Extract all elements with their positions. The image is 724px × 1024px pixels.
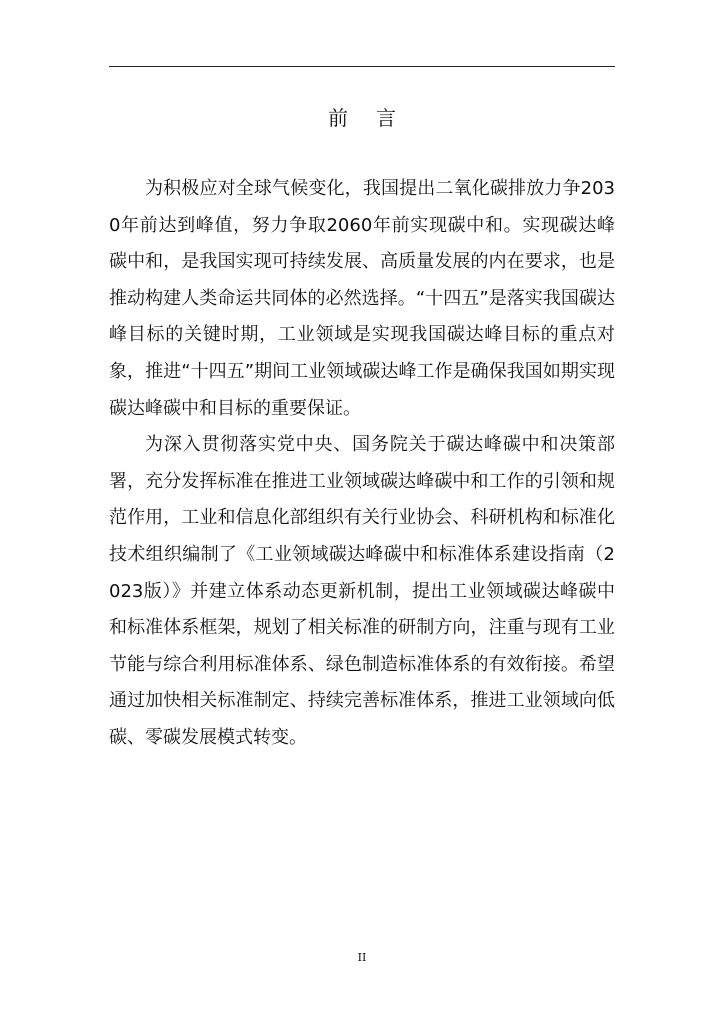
preface-paragraph-1: 为积极应对全球气候变化，我国提出二氧化碳排放力争2030年前达到峰值，努力争取2060年前实现碳中和。实现碳达峰碳中和，是我国实现可持续发展、高质量发展的内在要求，也是推动构建人类命运共同体的必然选择。“十四五”是落实我国碳达峰目标的关键时期，工业领域是实现我国碳达峰目标的重点对象，推进“十四五”期间工业领域碳达峰工作是确保我国如期实现碳达峰碳中和目标的重要保证。 — [109, 178, 615, 419]
preface-paragraph-2: 为深入贯彻落实党中央、国务院关于碳达峰碳中和决策部署，充分发挥标准在推进工业领域碳达峰碳中和工作的引领和规范作用，工业和信息化部组织有关行业协会、科研机构和标准化技术组织编制了《工业领域碳达峰碳中和标准体系建设指南（2023版）》并建立体系动态更新机制，提出工业领域碳达峰碳中和标准体系框架，规划了相关标准的研制方向，注重与现有工业节能与综合利用标准体系、绿色制造标准体系的有效衔接。希望通过加快相关标准制定、持续完善标准体系，推进工业领域向低碳、零碳发展模式转变。 — [109, 434, 615, 748]
page-title-part1: 前 — [328, 106, 348, 130]
preface-body — [109, 171, 615, 757]
header-rule — [109, 66, 615, 67]
page-title-part2: 言 — [376, 106, 396, 130]
page-title — [0, 104, 724, 132]
page-number: II — [357, 951, 367, 964]
